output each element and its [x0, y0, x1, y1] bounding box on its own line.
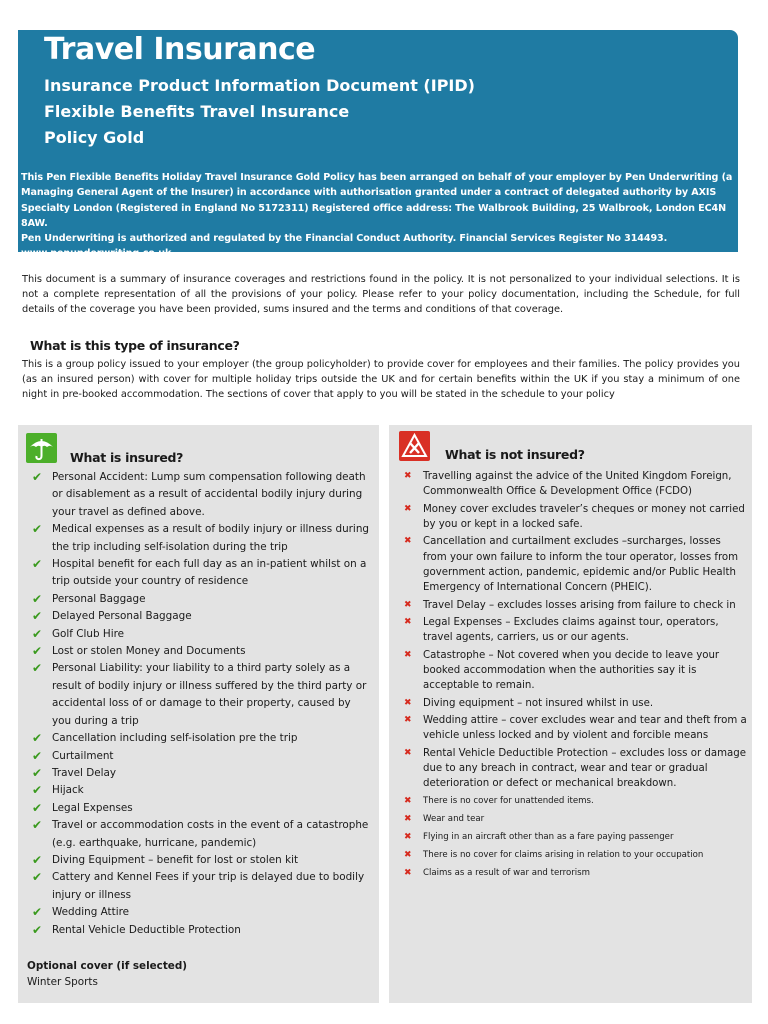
- list-item-text: Rental Vehicle Deductible Protection – excludes loss or damage due to any breach in contract, wear and tear or gradual deterioration or defect or mechanical breakdown.: [423, 747, 746, 790]
- list-item: [28, 643, 373, 660]
- list-item-text: There is no cover for unattended items.: [423, 795, 594, 806]
- list-item: [399, 794, 747, 808]
- list-item: [399, 598, 747, 613]
- document-subtitle-ipid: Insurance Product Information Document (IPID): [44, 76, 475, 95]
- header-banner: [18, 30, 738, 260]
- list-item: [28, 556, 373, 591]
- checkmark-icon: ✔: [32, 470, 43, 484]
- list-item: [399, 866, 747, 880]
- list-item-text: Personal Baggage: [52, 592, 146, 605]
- list-item-text: Golf Club Hire: [52, 627, 125, 640]
- umbrella-icon: [26, 433, 57, 463]
- list-item-text: Money cover excludes traveler’s cheques or money not carried by you or kept in a locked safe.: [423, 503, 745, 530]
- list-item: [28, 521, 373, 556]
- cross-icon: ✖: [404, 832, 412, 843]
- list-item: [399, 469, 747, 499]
- list-item: [28, 904, 373, 921]
- list-item-text: Cancellation and curtailment excludes –surcharges, losses from your own failure to inform the tour operator, losses from government action, pandemic, epidemic and/or Public Health Emergency of International Concern (PHEIC).: [423, 536, 739, 594]
- document-subtitle-policy: Policy Gold: [44, 128, 145, 147]
- list-item-text: There is no cover for claims arising in relation to your occupation: [423, 850, 704, 861]
- checkmark-icon: ✔: [32, 644, 43, 659]
- list-item-text: Wedding attire – cover excludes wear and tear and theft from a vehicle unless locked and by violent and forcible means: [423, 715, 747, 742]
- not-insured-title: What is not insured?: [445, 447, 585, 462]
- document-subtitle-product: Flexible Benefits Travel Insurance: [44, 102, 350, 121]
- list-item: [399, 848, 747, 862]
- list-item: [28, 591, 373, 608]
- list-item: [399, 696, 747, 711]
- cross-icon: ✖: [404, 617, 412, 628]
- header-body-line: Managing General Agent of the Insurer) in accordance with authorisation granted under a contract of delegated authority by AXIS: [21, 187, 717, 199]
- list-item-text: Curtailment: [52, 749, 114, 762]
- checkmark-icon: ✔: [32, 748, 43, 763]
- header-body: [21, 170, 737, 262]
- insured-list: [28, 469, 373, 939]
- list-item-text: Rental Vehicle Deductible Protection: [52, 923, 241, 936]
- document-title: Travel Insurance: [44, 32, 316, 67]
- list-item: [28, 748, 373, 765]
- list-item-text: Catastrophe – Not covered when you decide to leave your booked accommodation when the authorities say it is acceptable to remain.: [423, 649, 720, 692]
- list-item-text: Travel Delay – excludes losses arising from failure to check in: [423, 599, 736, 611]
- checkmark-icon: ✔: [32, 522, 43, 537]
- list-item-text: Delayed Personal Baggage: [52, 610, 192, 623]
- insurance-type-paragraph: This is a group policy issued to your employer (the group policyholder) to provide cover for employees and their families. The policy provides you (as an insured person) with cover for multiple holiday trips outside the UK and for certain benefits within the UK if you stay a minimum of one night in pre-booked accommodation. The sections of cover that apply to you will be stated in the schedule to your policy: [22, 359, 740, 400]
- list-item-text: Hijack: [52, 784, 84, 797]
- checkmark-icon: ✔: [32, 731, 43, 746]
- list-item: [399, 830, 747, 844]
- checkmark-icon: ✔: [32, 905, 43, 920]
- not-insured-list: [399, 469, 747, 885]
- list-item-text: Personal Accident: Lump sum compensation following death or disablement as a result of accidental bodily injury during your travel as defined above.: [52, 471, 366, 518]
- checkmark-icon: ✔: [32, 870, 43, 885]
- checkmark-icon: ✔: [32, 591, 43, 606]
- list-item-text: Hospital benefit for each full day as an in-patient whilst on a trip outside your country of residence: [52, 558, 367, 588]
- list-item-text: Travel Delay: [52, 766, 116, 779]
- cross-icon: ✖: [404, 715, 412, 726]
- list-item: [28, 782, 373, 799]
- list-item-text: Flying in an aircraft other than as a fare paying passenger: [423, 832, 674, 843]
- intro-paragraph: This document is a summary of insurance coverages and restrictions found in the policy. It is not personalized to your individual selections. It is not a complete representation of all the provisions of your policy. Please refer to your policy documentation, including the Schedule, for full details of the coverage you have been provided, sums insured and the terms and conditions of that coverage.: [22, 274, 740, 315]
- not-insured-panel: [389, 425, 752, 1003]
- list-item-text: Legal Expenses – Excludes claims against tour, operators, travel agents, carriers, us or our agents.: [423, 617, 719, 644]
- list-item: [399, 534, 747, 595]
- cross-icon: ✖: [404, 599, 412, 610]
- list-item-text: Legal Expenses: [52, 801, 133, 814]
- checkmark-icon: ✔: [32, 852, 43, 867]
- optional-cover-title: Optional cover (if selected): [27, 960, 188, 972]
- list-item-text: Wear and tear: [423, 813, 485, 824]
- list-item-text: Personal Liability: your liability to a third party solely as a result of bodily injury or illness suffered by the third party or accidental loss of or damage to their property, caused by you during a trip: [52, 662, 367, 727]
- checkmark-icon: ✔: [32, 626, 43, 641]
- list-item-text: Cattery and Kennel Fees if your trip is delayed due to bodily injury or illness: [52, 871, 365, 901]
- checkmark-icon: ✔: [32, 800, 43, 815]
- list-item: [399, 812, 747, 826]
- list-item: [28, 730, 373, 747]
- insured-panel: [18, 425, 379, 1003]
- insurance-type-heading: What is this type of insurance?: [30, 338, 240, 353]
- cross-icon: ✖: [404, 536, 412, 547]
- cross-warning-icon: [399, 431, 430, 461]
- list-item: [28, 765, 373, 782]
- cross-icon: ✖: [404, 868, 412, 879]
- header-body-line: This Pen Flexible Benefits Holiday Travel Insurance Gold Policy has been arranged on behalf of your employer by Pen Underwriting (a: [21, 172, 733, 183]
- cross-icon: ✖: [404, 850, 412, 861]
- checkmark-icon: ✔: [32, 557, 43, 572]
- list-item: [399, 615, 747, 645]
- cross-icon: ✖: [404, 795, 412, 806]
- list-item-text: Medical expenses as a result of bodily injury or illness during the trip including self-isolation during the trip: [52, 523, 370, 553]
- list-item: [28, 852, 373, 869]
- list-item: [28, 817, 373, 852]
- checkmark-icon: ✔: [32, 661, 43, 676]
- list-item-text: Claims as a result of war and terrorism: [423, 868, 591, 879]
- list-item: [399, 713, 747, 743]
- list-item: [28, 660, 373, 730]
- cross-icon: ✖: [404, 649, 412, 660]
- list-item: [28, 469, 373, 521]
- header-website-link[interactable]: www.penunderwriting.co.uk: [21, 248, 172, 260]
- cross-icon: ✖: [404, 471, 412, 481]
- list-item-text: Travel or accommodation costs in the event of a catastrophe (e.g. earthquake, hurricane, pandemic): [52, 819, 369, 849]
- checkmark-icon: ✔: [32, 609, 43, 624]
- list-item: [28, 922, 373, 939]
- list-item: [28, 626, 373, 643]
- checkmark-icon: ✔: [32, 922, 43, 937]
- header-body-line: Specialty London (Registered in England No 5172311) Registered office address: The Walbrook Building, 25 Walbrook, London EC4N 8AW.: [21, 202, 727, 229]
- list-item: [28, 608, 373, 625]
- list-item: [399, 648, 747, 694]
- list-item-text: Travelling against the advice of the United Kingdom Foreign, Commonwealth Office & Development Office (FCDO): [423, 471, 732, 498]
- cross-icon: ✖: [404, 503, 412, 514]
- list-item: [399, 746, 747, 792]
- list-item-text: Diving Equipment – benefit for lost or stolen kit: [52, 853, 299, 866]
- cross-icon: ✖: [404, 813, 412, 824]
- list-item-text: Cancellation including self-isolation pre the trip: [52, 732, 298, 745]
- list-item: [399, 502, 747, 532]
- header-body-line: Pen Underwriting is authorized and regulated by the Financial Conduct Authority. Financial Services Register No 314493.: [21, 233, 668, 245]
- optional-cover-item: Winter Sports: [27, 976, 98, 988]
- list-item: [28, 800, 373, 817]
- list-item: [28, 869, 373, 904]
- list-item-text: Diving equipment – not insured whilst in use.: [423, 697, 654, 709]
- cross-icon: ✖: [404, 747, 412, 758]
- checkmark-icon: ✔: [32, 818, 43, 833]
- list-item-text: Wedding Attire: [52, 906, 130, 919]
- insured-title: What is insured?: [70, 450, 184, 465]
- checkmark-icon: ✔: [32, 783, 43, 798]
- checkmark-icon: ✔: [32, 765, 43, 780]
- cross-icon: ✖: [404, 697, 412, 708]
- list-item-text: Lost or stolen Money and Documents: [52, 645, 246, 658]
